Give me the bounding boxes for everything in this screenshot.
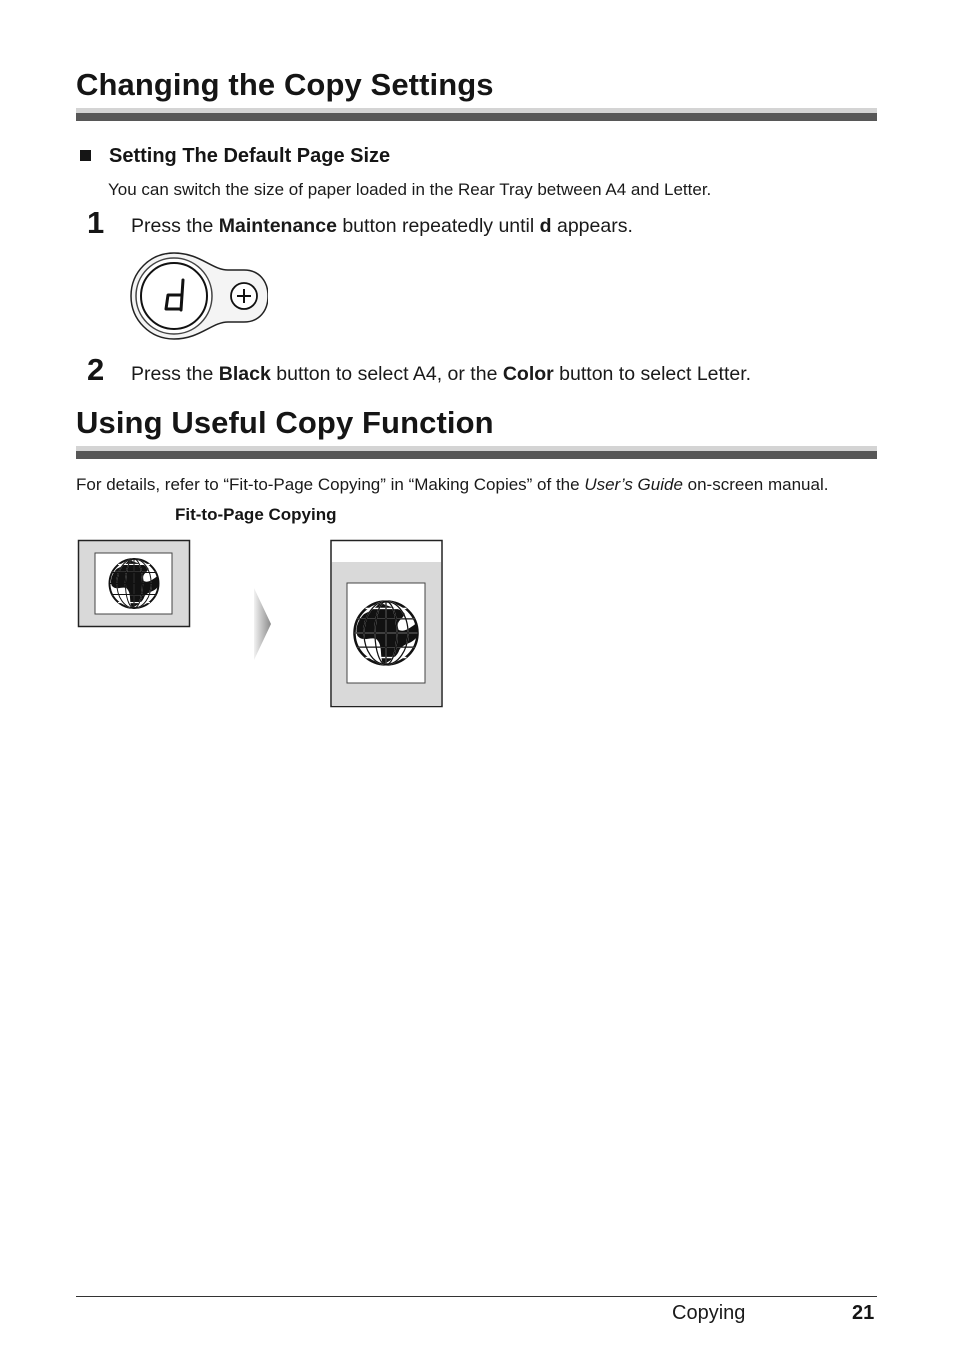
footer-section-name: Copying xyxy=(672,1302,746,1324)
square-bullet-icon xyxy=(80,150,91,161)
globe-original-icon xyxy=(79,541,190,627)
led-display-icon xyxy=(128,250,268,342)
section-title-useful-copy: Using Useful Copy Function xyxy=(76,405,494,440)
subsection-heading xyxy=(80,145,390,168)
step-1-number: 1 xyxy=(87,205,105,240)
subsection-title: Setting The Default Page Size xyxy=(109,145,391,167)
step-1-text: Press the Maintenance button repeatedly until d appears. xyxy=(131,215,633,237)
footer-rule xyxy=(76,1296,877,1297)
fit-to-page-figure xyxy=(76,538,446,710)
figure-caption: Fit-to-Page Copying xyxy=(175,505,337,524)
step-2-text: Press the Black button to select A4, or the Color button to select Letter. xyxy=(131,363,752,385)
section-title-copy-settings: Changing the Copy Settings xyxy=(76,67,494,102)
subsection-intro: You can switch the size of paper loaded in the Rear Tray between A4 and Letter. xyxy=(108,180,712,199)
page-number: 21 xyxy=(852,1302,875,1324)
arrow-right-icon xyxy=(254,588,271,660)
section-rule xyxy=(76,108,877,121)
section-rule xyxy=(76,446,877,459)
globe-enlarged-icon xyxy=(331,541,442,707)
details-text: For details, refer to “Fit-to-Page Copying” in “Making Copies” of the User’s Guide on-screen manual. xyxy=(76,475,829,494)
step-2-number: 2 xyxy=(87,352,105,387)
